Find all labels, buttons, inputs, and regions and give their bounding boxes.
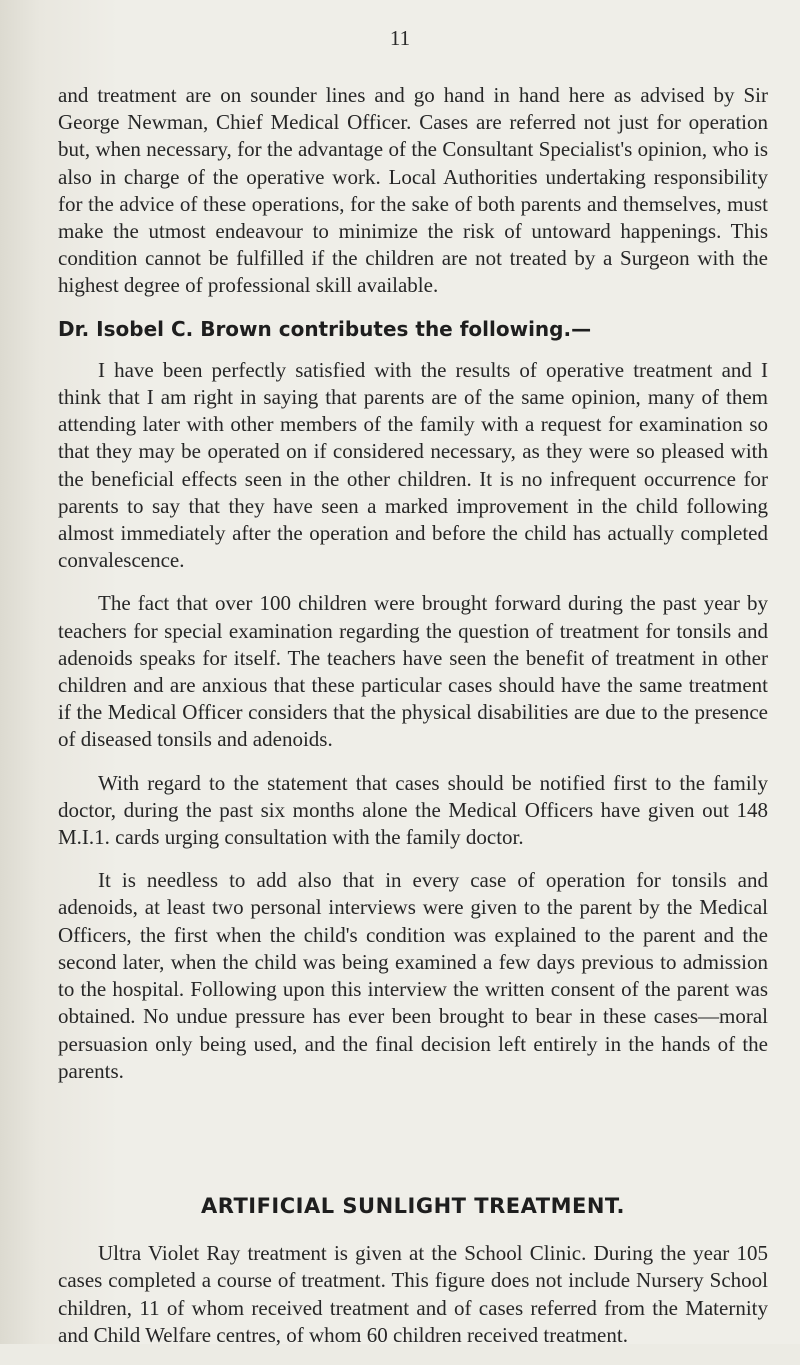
contribution-heading: Dr. Isobel C. Brown contributes the following.— [58, 316, 592, 341]
paragraph-contribution-2: The fact that over 100 children were brought forward during the past year by teachers for special examination regarding the question of treatment for tonsils and adenoids speaks for itself. The teachers have seen the benefit of treatment in other children and are anxious that these particular cases should have the same treatment if the Medical Officer considers that the physical disabilities are due to the presence of diseased tonsils and adenoids. [58, 591, 768, 752]
paragraph-intro: and treatment are on sounder lines and go hand in hand here as advised by Sir George Newman, Chief Medical Officer. Cases are referred not just for operation but, when necessary, for the advantage of the Consultant Specialist's opinion, who is also in charge of the operative work. Local Authorities undertaking responsibility for the advice of these operations, for the sake of both parents and themselves, must make the utmost endeavour to minimize the risk of untoward happenings. This condition cannot be fulfilled if the children are not treated by a Surgeon with the highest degree of professional skill available. [58, 83, 768, 298]
paragraph-contribution-3: With regard to the statement that cases should be notified first to the family doctor, during the past six months alone the Medical Officers have given out 148 M.I.1. cards urging consultation with the family doctor. [58, 770, 768, 850]
paragraph-contribution-4: It is needless to add also that in every case of operation for tonsils and adenoids, at least two personal interviews were given to the parent by the Medical Officers, the first when the child's condition was explained to the parent and the second later, when the child was being examined a few days previous to admission to the hospital. Following upon this interview the written consent of the parent was obtained. No undue pressure has ever been brought to bear in these cases—moral persuasion only being used, and the final decision left entirely in the hands of the parents. [58, 868, 768, 1083]
section-heading-artificial-sunlight: ARTIFICIAL SUNLIGHT TREATMENT. [200, 1193, 626, 1218]
document-body [58, 82, 768, 1365]
page-number: 11 [389, 26, 411, 50]
paragraph-sunlight-1: Ultra Violet Ray treatment is given at the School Clinic. During the year 105 cases completed a course of treatment. This figure does not include Nursery School children, 11 of whom received treatment and of cases referred from the Maternity and Child Welfare centres, of whom 60 children received treatment. [58, 1241, 768, 1347]
paragraph-contribution-1: I have been perfectly satisfied with the results of operative treatment and I think that I am right in saying that parents are of the same opinion, many of them attending later with other members of the family with a request for examination so that they may be operated on if considered necessary, as they were so pleased with the beneficial effects seen in the other children. It is no infrequent occurrence for parents to say that they have seen a marked improvement in the child following almost immediately after the operation and before the child has actually completed convalescence. [58, 357, 768, 573]
